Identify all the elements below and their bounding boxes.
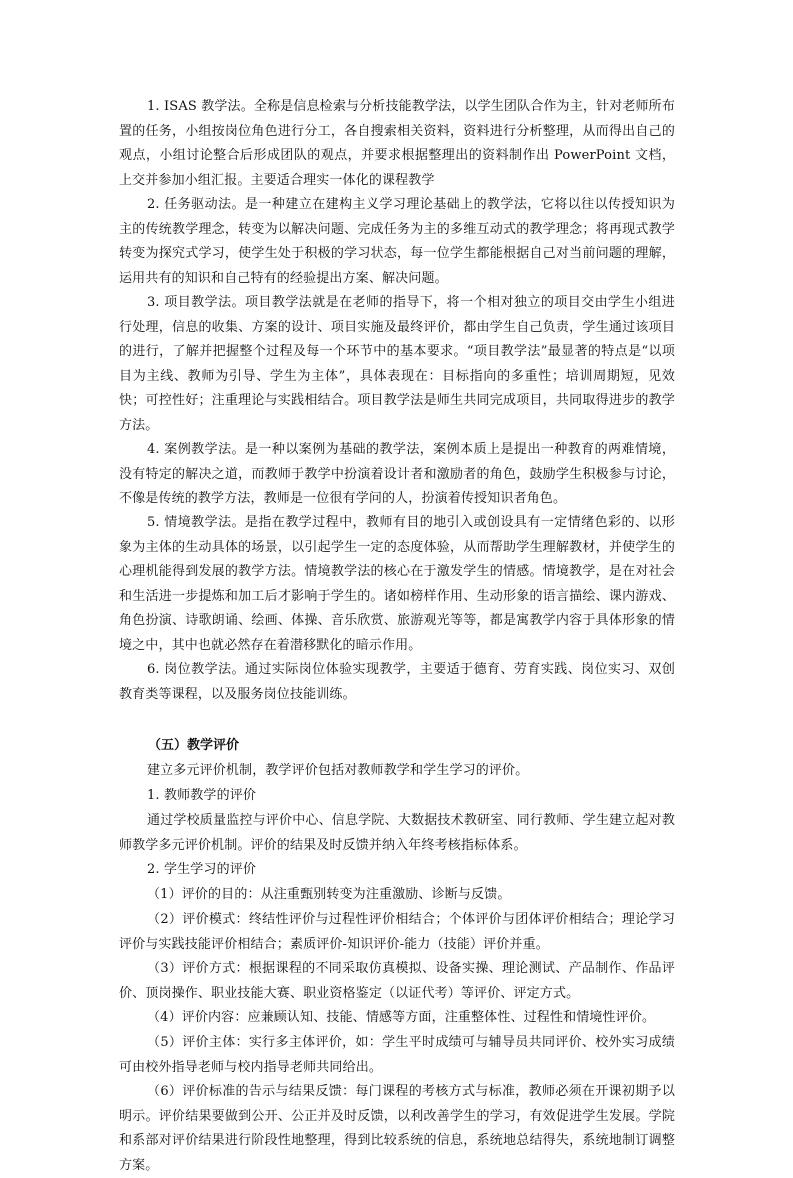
eval-item-purpose: （1）评价的目的：从注重甄别转变为注重激励、诊断与反馈。: [147, 887, 511, 902]
eval-item-content: （4）评价内容：应兼顾认知、技能、情感等方面，注重整体性、过程性和情境性评价。: [147, 1010, 656, 1025]
method-case: 4. 案例教学法。是一种以案例为基础的教学法，案例本质上是提出一种教育的两难情境，没有特定的解决之道，而教师于教学中扮演着设计者和激励者的角色，鼓励学生积极参与讨论，不像是传统的教学方法，教师是一位很有学问的人，扮演着传授知识者角色。: [119, 442, 675, 506]
section-intro: 建立多元评价机制，教学评价包括对教师教学和学生学习的评价。: [147, 763, 529, 778]
eval-item-mode: （2）评价模式：终结性评价与过程性评价相结合；个体评价与团体评价相结合；理论学习评价与实践技能评价相结合；素质评价-知识评价-能力（技能）评价并重。: [119, 912, 675, 952]
eval-item-standard: （6）评价标准的告示与结果反馈：每门课程的考核方式与标准，教师必须在开课初期予以明示。评价结果要做到公开、公正并及时反馈，以利改善学生的学习，有效促进学生发展。学院和系部对评价结果进行阶段性地整理，得到比较系统的信息，系统地总结得失，系统地制订调整方案。: [119, 1084, 675, 1173]
sub2-title: 2. 学生学习的评价: [147, 862, 257, 877]
eval-item-method: （3）评价方式：根据课程的不同采取仿真模拟、设备实操、理论测试、产品制作、作品评价、顶岗操作、职业技能大赛、职业资格鉴定（以证代考）等评价、评定方式。: [119, 961, 675, 1001]
method-isas: 1. ISAS 教学法。全称是信息检索与分析技能教学法，以学生团队合作为主，针对老师所布置的任务，小组按岗位角色进行分工，各自搜索相关资料，资料进行分析整理，从而得出自己的观点，小组讨论整合后形成团队的观点，并要求根据整理出的资料制作出 PowerPoint 文档，上交并参加小组汇报。主要适合理实一体化的课程教学: [119, 99, 675, 188]
method-project: 3. 项目教学法。项目教学法就是在老师的指导下，将一个相对独立的项目交由学生小组进行处理，信息的收集、方案的设计、项目实施及最终评价，都由学生自己负责，学生通过该项目的进行，了解并把握整个过程及每一个环节中的基本要求。“项目教学法”最显著的特点是“以项目为主线、教师为引导、学生为主体”，具体表现在：目标指向的多重性；培训周期短，见效快；可控性好；注重理论与实践相结合。项目教学法是师生共同完成项目，共同取得进步的教学方法。: [119, 295, 675, 433]
method-position: 6. 岗位教学法。通过实际岗位体验实现教学，主要适于德育、劳育实践、岗位实习、双创教育类等课程，以及服务岗位技能训练。: [119, 662, 675, 702]
section-heading: （五）教学评价: [148, 738, 240, 753]
method-task-driven: 2. 任务驱动法。是一种建立在建构主义学习理论基础上的教学法，它将以往以传授知识为主的传统教学理念，转变为以解决问题、完成任务为主的多维互动式的教学理念；将再现式教学转变为探究式学习，使学生处于积极的学习状态，每一位学生都能根据自己对当前问题的理解，运用共有的知识和自己特有的经验提出方案、解决问题。: [119, 197, 675, 286]
sub1-title: 1. 教师教学的评价: [147, 788, 257, 803]
method-situational: 5. 情境教学法。是指在教学过程中，教师有目的地引入或创设具有一定情绪色彩的、以形象为主体的生动具体的场景，以引起学生一定的态度体验，从而帮助学生理解教材，并使学生的心理机能得到发展的教学方法。情境教学法的核心在于激发学生的情感。情境教学，是在对社会和生活进一步提炼和加工后才影响于学生的。诸如榜样作用、生动形象的语言描绘、课内游戏、角色扮演、诗歌朗诵、绘画、体操、音乐欣赏、旅游观光等等，都是寓教学内容于具体形象的情境之中，其中也就必然存在着潜移默化的暗示作用。: [119, 515, 675, 653]
eval-item-subject: （5）评价主体：实行多主体评价，如：学生平时成绩可与辅导员共同评价、校外实习成绩可由校外指导老师与校内指导老师共同给出。: [119, 1035, 675, 1075]
sub1-body: 通过学校质量监控与评价中心、信息学院、大数据技术教研室、同行教师、学生建立起对教师教学多元评价机制。评价的结果及时反馈并纳入年终考核指标体系。: [119, 813, 675, 853]
